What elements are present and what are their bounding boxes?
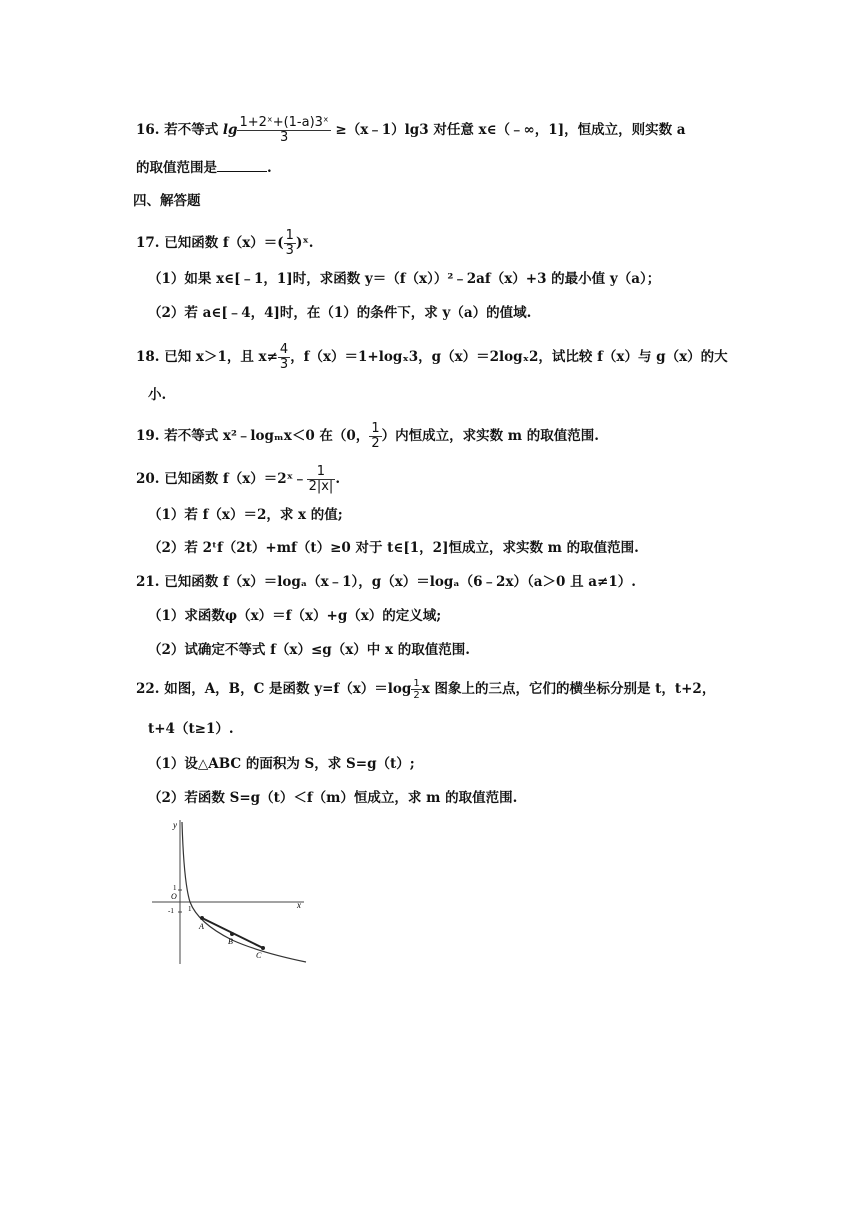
q16-lg: lg — [222, 122, 238, 138]
q21-stem — [136, 572, 636, 592]
q17-part2: （2）若 a∈[﹣4，4]时，在（1）的条件下，求 y（a）的值域. — [148, 305, 532, 321]
q16-line1 — [136, 116, 686, 145]
q20-frac-den: 2|x| — [308, 479, 334, 494]
x-axis-label: x — [297, 900, 301, 910]
tick-label-y1: 1 — [173, 884, 177, 892]
answer-blank — [217, 159, 267, 172]
q18-fraction — [278, 343, 290, 372]
q20-number: 20. — [136, 471, 160, 487]
q18-frac-num: 4 — [279, 342, 289, 357]
q17-frac-den: 3 — [285, 243, 294, 258]
q22-line1 — [136, 678, 715, 701]
point-C — [261, 946, 265, 950]
q22-frac-den: 2 — [413, 690, 420, 701]
q16-frac-den: 3 — [279, 130, 289, 145]
q17-stem-post: )ˣ. — [295, 235, 314, 251]
q19-number: 19. — [136, 428, 160, 444]
function-graph-figure — [152, 816, 312, 966]
q17-fraction — [284, 229, 296, 258]
q22-fraction — [411, 678, 421, 701]
q17-stem-pre: 已知函数 f（x）＝( — [164, 235, 284, 251]
q18-frac-den: 3 — [279, 357, 289, 372]
point-A — [200, 916, 204, 920]
q22-part1: （1）设△ABC 的面积为 S，求 S=g（t）; — [148, 756, 415, 772]
q16-line2-text: 的取值范围是 — [136, 160, 217, 176]
label-A: A — [199, 922, 204, 931]
q17-frac-num: 1 — [285, 228, 294, 243]
q19-fraction — [369, 422, 381, 451]
label-B: B — [228, 937, 233, 946]
q22-frac-num: 1 — [413, 678, 420, 689]
point-B — [230, 932, 234, 936]
q16-end: . — [267, 160, 272, 176]
section-heading: 四、解答题 — [133, 193, 201, 209]
q19-frac-den: 2 — [371, 436, 380, 451]
tick-label-x1: 1 — [188, 905, 192, 913]
q21-part2: （2）试确定不等式 f（x）≤g（x）中 x 的取值范围. — [148, 642, 470, 658]
q19-line — [136, 422, 599, 451]
q18-number: 18. — [136, 349, 160, 365]
q16-line2 — [136, 158, 272, 178]
q17-stem — [136, 229, 313, 258]
q20-fraction — [307, 465, 336, 494]
q16-fraction — [237, 116, 330, 145]
q17-number: 17. — [136, 235, 160, 251]
q16-text-pre: 若不等式 — [164, 122, 219, 138]
q19-pre: 若不等式 x²﹣logₘx＜0 在（0， — [164, 428, 370, 444]
q17-part1: （1）如果 x∈[﹣1，1]时，求函数 y＝（f（x））²﹣2af（x）+3 的最小值 y（a）； — [148, 271, 661, 287]
q18-post: ，f（x）＝1+logₓ3，g（x）＝2logₓ2，试比较 f（x）与 g（x）的大 — [290, 349, 728, 365]
q20-stem — [136, 465, 340, 494]
q20-part1: （1）若 f（x）＝2，求 x 的值; — [148, 507, 343, 523]
q20-part2: （2）若 2ᵗf（2t）+mf（t）≥0 对于 t∈[1，2]恒成立，求实数 m 的取值范围. — [148, 540, 639, 556]
log-curve — [182, 822, 306, 962]
q19-post: ）内恒成立，求实数 m 的取值范围. — [381, 428, 599, 444]
q18-line1 — [136, 343, 728, 372]
q21-number: 21. — [136, 574, 160, 590]
q19-frac-num: 1 — [371, 421, 380, 436]
q22-part2: （2）若函数 S=g（t）＜f（m）恒成立，求 m 的取值范围. — [148, 790, 518, 806]
label-C: C — [256, 951, 262, 960]
y-axis-label: y — [173, 820, 177, 830]
q16-frac-num: 1+2ˣ+(1-a)3ˣ — [239, 115, 329, 130]
q22-line2: t+4（t≥1）. — [148, 721, 234, 737]
q18-pre: 已知 x＞1，且 x≠ — [164, 349, 278, 365]
q20-pre: 已知函数 f（x）＝2ˣ﹣ — [164, 471, 307, 487]
origin-label: O — [171, 892, 177, 901]
q16-number: 16. — [136, 122, 160, 138]
q22-number: 22. — [136, 681, 160, 697]
q21-text: 已知函数 f（x）＝logₐ（x﹣1），g（x）＝logₐ（6﹣2x）（a＞0 且 a≠1）. — [164, 574, 636, 590]
q20-post: . — [335, 471, 341, 487]
q22-post: x 图象上的三点，它们的横坐标分别是 t，t+2， — [421, 681, 716, 697]
tick-label-neg1: -1 — [168, 907, 174, 915]
q16-text-post: ≥（x﹣1）lg3 对任意 x∈（﹣∞，1]，恒成立，则实数 a — [335, 122, 686, 138]
q20-frac-num: 1 — [307, 465, 336, 480]
q18-line2: 小. — [148, 387, 167, 403]
q22-pre: 如图，A，B，C 是函数 y=f（x）＝log — [164, 681, 412, 697]
q21-part1: （1）求函数φ（x）＝f（x）+g（x）的定义域; — [148, 608, 442, 624]
